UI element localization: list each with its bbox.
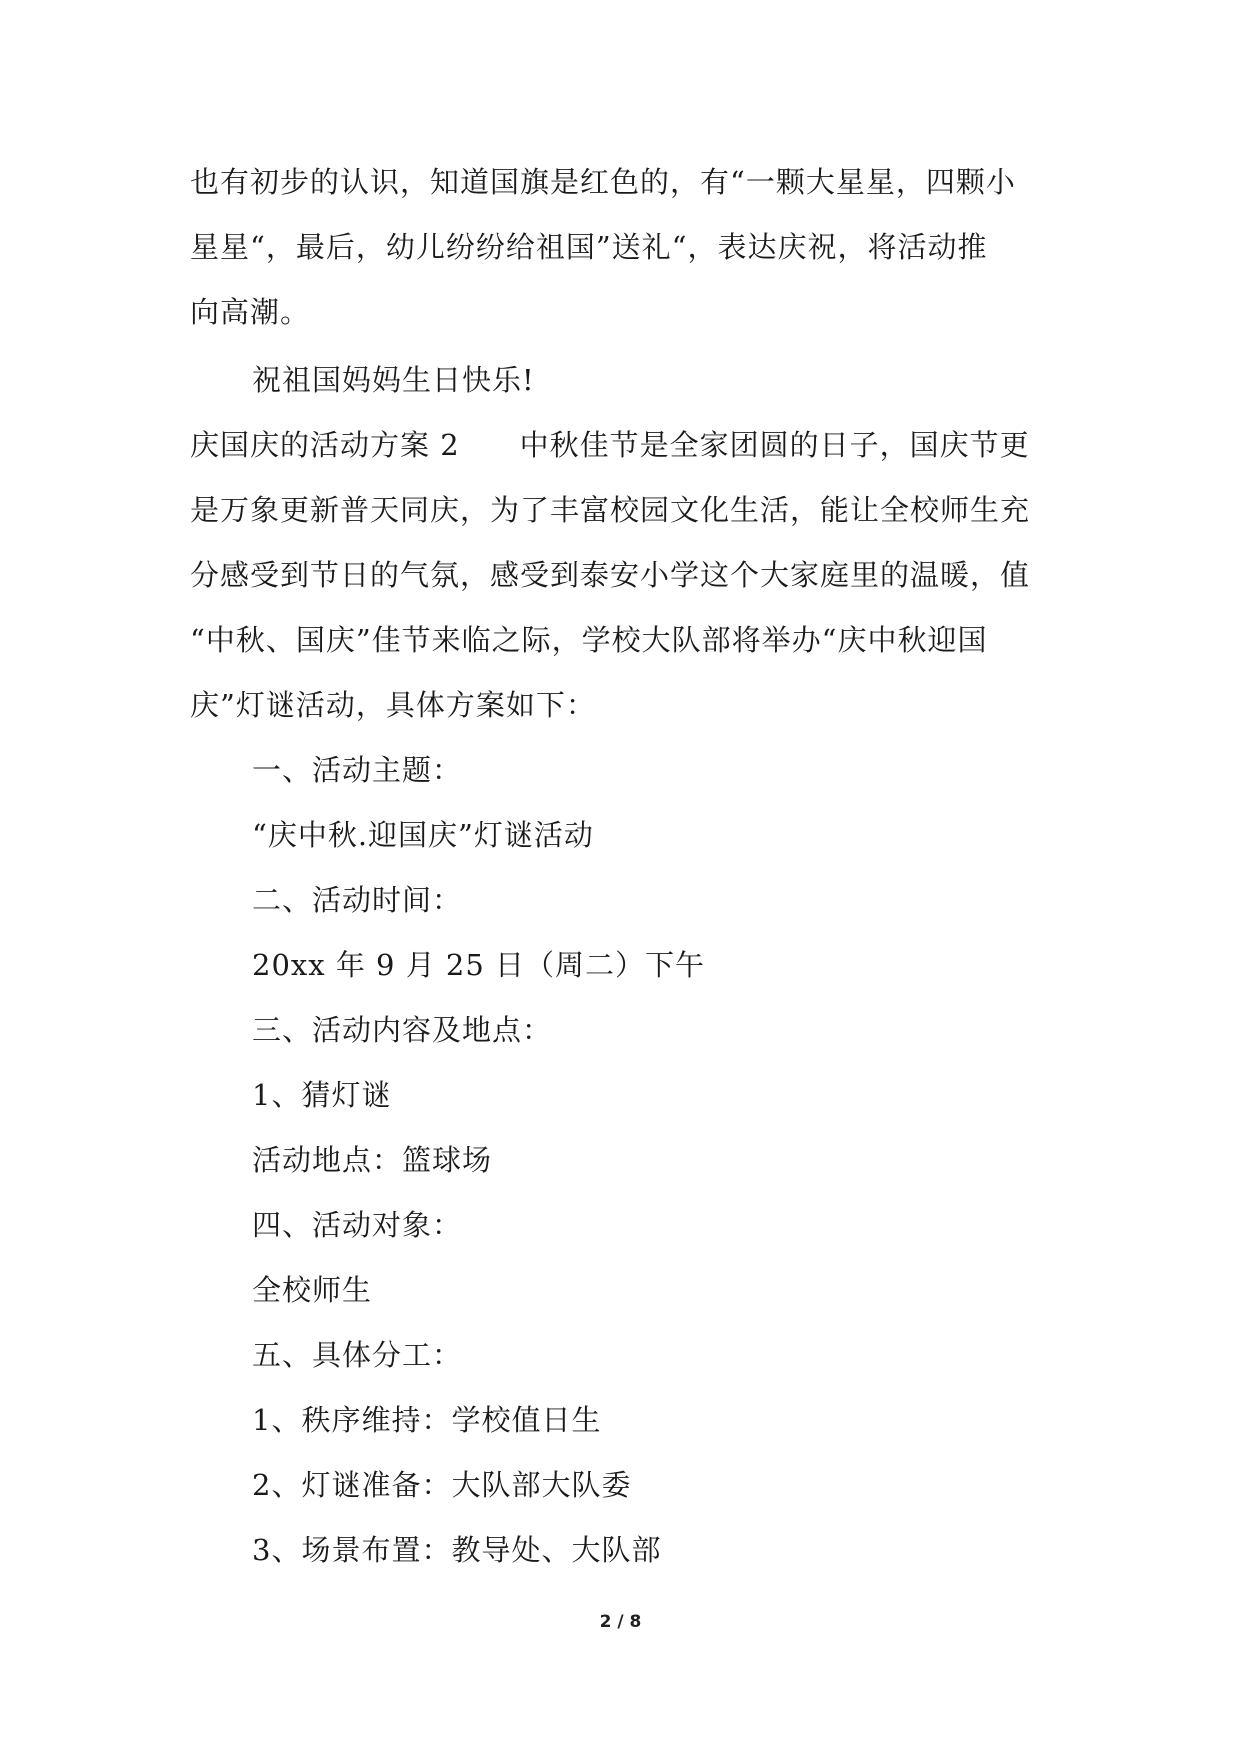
section-line: 是万象更新普天同庆，为了丰富校园文化生活，能让全校师生充 [190,493,1031,527]
section-paragraph [190,413,1058,738]
plan-item: 1、秩序维持：学校值日生 [252,1403,602,1437]
plan-items [190,738,1058,1583]
plan-item: “庆中秋.迎国庆”灯谜活动 [252,818,594,852]
section-line: “中秋、国庆”佳节来临之际，学校大队部将举办“庆中秋迎国 [190,623,988,657]
plan-item: 二、活动时间： [252,883,463,917]
plan-item: 五、具体分工： [252,1338,463,1372]
plan-item: 四、活动对象： [252,1208,463,1242]
plan-item: 全校师生 [252,1273,373,1307]
plan-item: 一、活动主题： [252,753,463,787]
intro-line: 也有初步的认识，知道国旗是红色的，有“一颗大星星，四颗小 [190,165,1016,199]
section-line: 分感受到节日的气氛，感受到泰安小学这个大家庭里的温暖，值 [190,558,1031,592]
plan-item: 三、活动内容及地点： [252,1013,553,1047]
section-first-line [190,413,1058,478]
plan-item: 活动地点：篮球场 [252,1143,493,1177]
intro-line: 向高潮。 [190,295,311,329]
greeting-line: 祝祖国妈妈生日快乐! [252,363,535,397]
page-number: 2 / 8 [599,1612,642,1632]
intro-paragraph [190,150,1058,345]
section-line: 庆”灯谜活动，具体方案如下： [190,688,596,722]
greeting-paragraph [190,348,1058,413]
section-title: 庆国庆的活动方案 2 [190,428,460,462]
plan-item: 20xx 年 9 月 25 日（周二）下午 [252,948,706,982]
plan-item: 1、猜灯谜 [252,1078,392,1112]
plan-item: 3、场景布置：教导处、大队部 [252,1533,662,1567]
intro-line: 星星“，最后，幼儿纷纷给祖国”送礼“，表达庆祝，将活动推 [190,230,988,264]
plan-item: 2、灯谜准备：大队部大队委 [252,1468,632,1502]
section-first-line-text: 中秋佳节是全家团圆的日子，国庆节更 [519,428,1030,462]
